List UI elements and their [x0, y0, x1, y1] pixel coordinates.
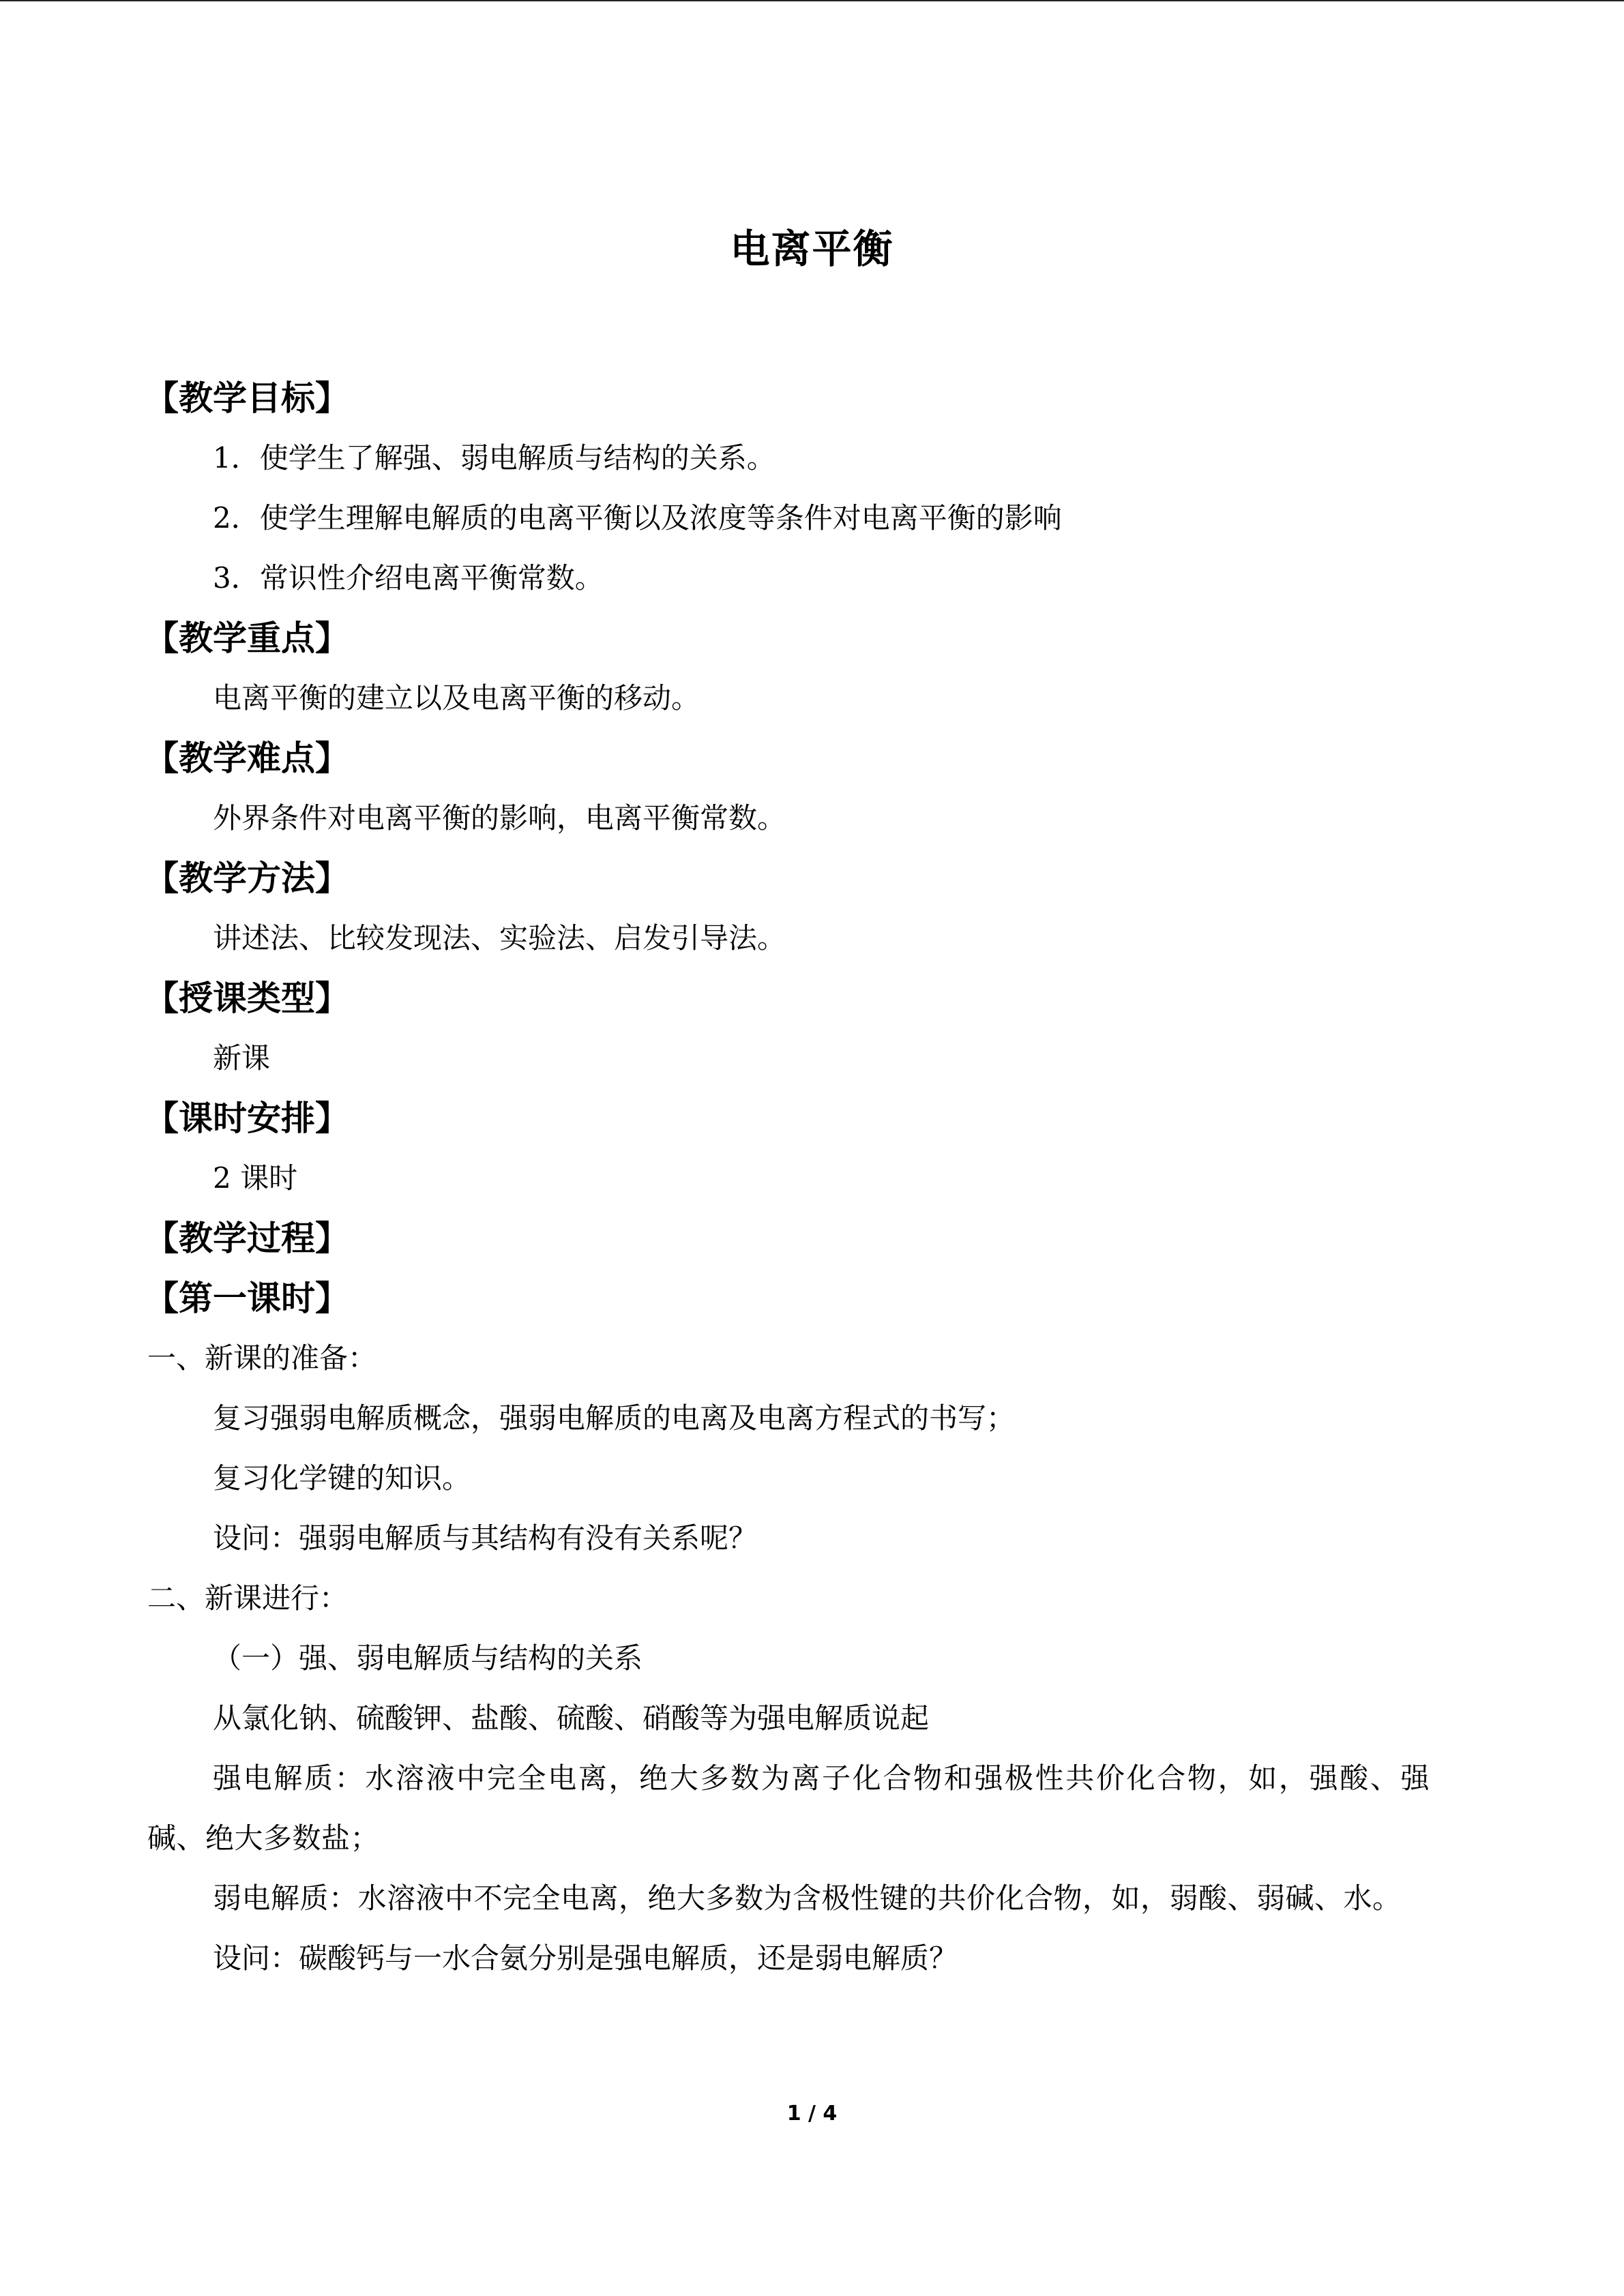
methods-text: 讲述法、比较发现法、实验法、启发引导法。	[213, 921, 786, 955]
heading-methods: 【教学方法】	[145, 859, 349, 898]
part1-line-1: 复习强弱电解质概念，强弱电解质的电离及电离方程式的书写；	[213, 1401, 1016, 1435]
difficulties-text: 外界条件对电离平衡的影响，电离平衡常数。	[213, 801, 786, 835]
part2-title: 二、新课进行：	[147, 1581, 349, 1615]
question-text: 设问：碳酸钙与一水合氨分别是强电解质，还是弱电解质？	[213, 1941, 958, 1975]
document-title: 电离平衡	[730, 226, 894, 272]
heading-process: 【教学过程】	[145, 1219, 349, 1258]
heading-difficulties: 【教学难点】	[145, 739, 349, 778]
heading-objectives: 【教学目标】	[145, 378, 349, 418]
heading-lesson-type: 【授课类型】	[145, 979, 349, 1018]
heading-key-points: 【教学重点】	[145, 618, 349, 658]
weak-electrolyte-paragraph: 弱电解质：水溶液中不完全电离，绝大多数为含极性键的共价化合物，如，弱酸、弱碱、水。	[213, 1881, 1402, 1915]
part1-line-3: 设问：强弱电解质与其结构有没有关系呢？	[213, 1521, 758, 1555]
subsection-title: （一）强、弱电解质与结构的关系	[213, 1641, 643, 1675]
intro-text: 从氯化钠、硫酸钾、盐酸、硫酸、硝酸等为强电解质说起	[213, 1701, 930, 1735]
document-body	[147, 368, 1430, 1988]
objective-item-3: 3．常识性介绍电离平衡常数。	[213, 561, 604, 595]
objective-item-2: 2．使学生理解电解质的电离平衡以及浓度等条件对电离平衡的影响	[213, 501, 1062, 535]
part1-line-2: 复习化学键的知识。	[213, 1461, 471, 1495]
strong-electrolyte-paragraph: 强电解质：水溶液中完全电离，绝大多数为离子化合物和强极性共价化合物，如，强酸、强碱、绝大多数盐；	[147, 1761, 1430, 1855]
heading-first-lesson: 【第一课时】	[145, 1279, 349, 1318]
key-points-text: 电离平衡的建立以及电离平衡的移动。	[213, 681, 700, 715]
page-top-border	[0, 0, 1624, 1]
page-number: 1 / 4	[786, 2102, 838, 2126]
objective-item-1: 1．使学生了解强、弱电解质与结构的关系。	[213, 441, 776, 475]
part1-title: 一、新课的准备：	[147, 1341, 377, 1375]
schedule-text: 2 课时	[213, 1161, 298, 1195]
lesson-type-text: 新课	[213, 1041, 271, 1075]
heading-schedule: 【课时安排】	[145, 1099, 349, 1138]
